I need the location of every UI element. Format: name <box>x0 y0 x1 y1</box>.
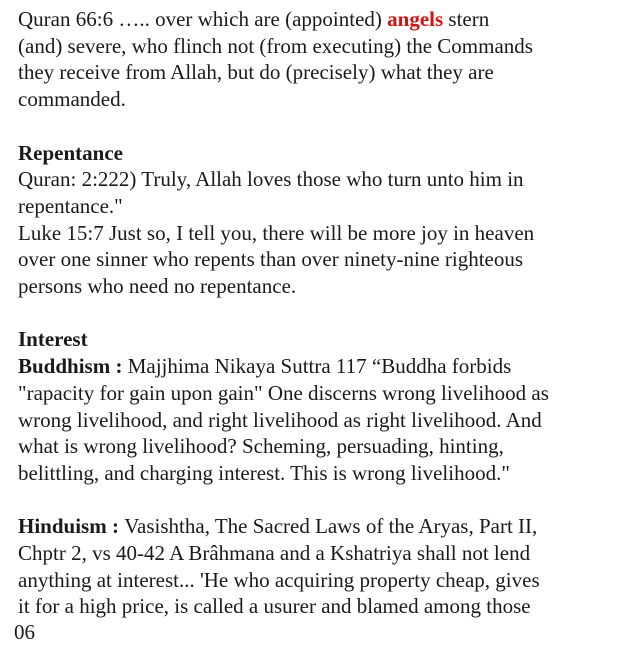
text-line: anything at interest... 'He who acquiring property cheap, gives <box>18 567 540 592</box>
text-line: Quran: 2:222) Truly, Allah loves those who turn unto him in <box>18 167 524 192</box>
text-span: Quran 66:6 ….. over which are (appointed) <box>18 7 388 31</box>
text-line: over one sinner who repents than over ninety-nine righteous <box>18 247 524 272</box>
text-span: Vasishtha, The Sacred Laws of the Aryas, Part II, <box>124 514 538 539</box>
text-line: persons who need no repentance. <box>18 274 297 299</box>
text-line: repentance." <box>18 193 123 218</box>
text-line: "rapacity for gain upon gain" One discerns wrong livelihood as <box>18 380 549 405</box>
blank-line <box>18 487 630 514</box>
text-span: stern <box>443 7 490 31</box>
text-line: (and) severe, who flinch not (from executing) the Commands <box>18 33 533 58</box>
highlighted-word: angels <box>387 7 444 31</box>
blank-line <box>18 300 630 327</box>
text-line: Luke 15:7 Just so, I tell you, there will be more joy in heaven <box>18 220 535 245</box>
text-line: it for a high price, is called a usurer and blamed among those <box>18 594 531 619</box>
text-line <box>18 353 630 380</box>
blank-line <box>18 113 630 140</box>
text-line: wrong livelihood, and right livelihood as right livelihood. And <box>18 407 542 432</box>
section-heading-interest: Interest <box>18 327 88 352</box>
text-line <box>18 513 630 540</box>
text-line: commanded. <box>18 87 126 112</box>
text-line: what is wrong livelihood? Scheming, persuading, hinting, <box>18 434 504 459</box>
subheading-hinduism: Hinduism : <box>18 514 125 539</box>
subheading-buddhism: Buddhism : <box>18 354 128 379</box>
section-heading-repentance: Repentance <box>18 140 123 165</box>
text-line <box>18 6 630 33</box>
page-number: 06 <box>14 620 35 644</box>
text-span: Majjhima Nikaya Suttra 117 “Buddha forbids <box>127 354 512 379</box>
text-line: Chptr 2, vs 40-42 A Brâhmana and a Kshatriya shall not lend <box>18 541 531 566</box>
text-line: belittling, and charging interest. This is wrong livelihood." <box>18 460 510 485</box>
document-body <box>18 6 630 620</box>
text-line: they receive from Allah, but do (precisely) what they are <box>18 60 494 85</box>
